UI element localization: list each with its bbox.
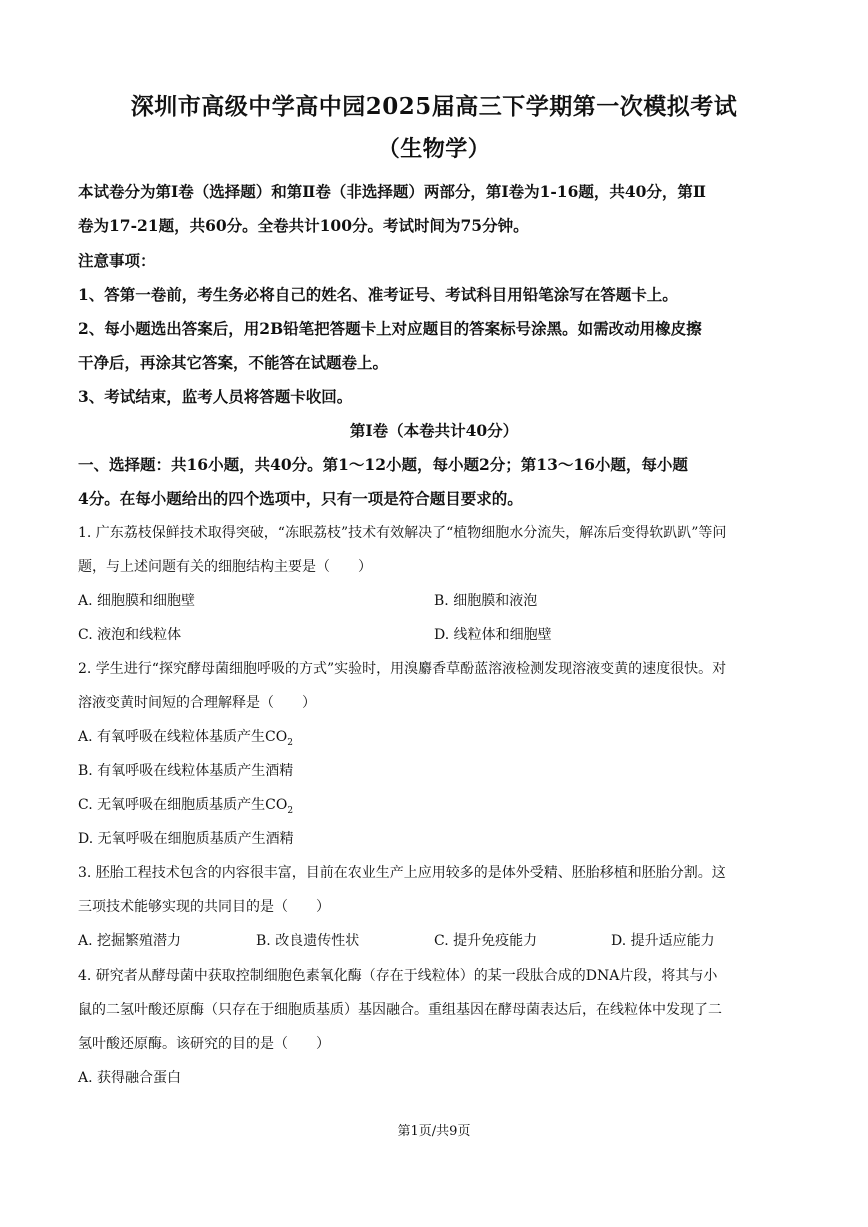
question-1-option-d: D. 线粒体和细胞壁	[434, 627, 552, 643]
question-3-option-c: C. 提升免疫能力	[434, 933, 538, 949]
question-3-stem-line-2: 三项技术能够实现的共同目的是（ ）	[78, 899, 330, 915]
intro-line-2: 卷为17-21题，共60分。全卷共计100分。考试时间为75分钟。	[78, 216, 529, 235]
question-1-stem-line-1: 1. 广东荔枝保鲜技术取得突破，“冻眠荔枝”技术有效解决了“植物细胞水分流失，解冻后变得软趴趴”等问	[78, 525, 727, 541]
question-1-option-c: C. 液泡和线粒体	[78, 627, 182, 643]
note-item-2-line-1: 2、每小题选出答案后，用2B铅笔把答题卡上对应题目的答案标号涂黑。如需改动用橡皮擦	[78, 319, 702, 338]
question-3-stem-line-1: 3. 胚胎工程技术包含的内容很丰富，目前在农业生产上应用较多的是体外受精、胚胎移植和胚胎分割。这	[78, 865, 726, 881]
question-4-option-a: A. 获得融合蛋白	[78, 1070, 182, 1086]
exam-title: 深圳市高级中学高中园2025届高三下学期第一次模拟考试	[130, 93, 738, 120]
question-3-option-d: D. 提升适应能力	[611, 933, 715, 949]
exam-subject: （生物学）	[377, 136, 491, 162]
note-item-3: 3、考试结束，监考人员将答题卡收回。	[78, 387, 353, 406]
question-3-option-a: A. 挖掘繁殖潜力	[78, 933, 182, 949]
section-heading: 第Ⅰ卷（本卷共计40分）	[349, 421, 519, 440]
question-4-stem-line-3: 氢叶酸还原酶。该研究的目的是（ ）	[78, 1036, 330, 1052]
question-4-stem-line-1: 4. 研究者从酵母菌中获取控制细胞色素氧化酶（存在于线粒体）的某一段肽合成的DNA片段，将其与小	[78, 968, 718, 984]
question-2-option-d: D. 无氧呼吸在细胞质基质产生酒精	[78, 831, 294, 847]
question-1-option-a: A. 细胞膜和细胞壁	[78, 593, 196, 609]
question-4-stem-line-2: 鼠的二氢叶酸还原酶（只存在于细胞质基质）基因融合。重组基因在酵母菌表达后，在线粒体中发现了二	[78, 1002, 722, 1018]
question-2-stem-line-1: 2. 学生进行“探究酵母菌细胞呼吸的方式”实验时，用溴麝香草酚蓝溶液检测发现溶液变黄的速度很快。对	[78, 661, 727, 677]
question-3-option-b: B. 改良遗传性状	[256, 933, 360, 949]
question-2-option-a-text: A. 有氧呼吸在线粒体基质产生CO	[78, 729, 288, 745]
question-1-option-b: B. 细胞膜和液泡	[434, 593, 538, 609]
intro-line-1: 本试卷分为第Ⅰ卷（选择题）和第Ⅱ卷（非选择题）两部分，第Ⅰ卷为1-16题，共40分，第Ⅱ	[78, 182, 706, 201]
subscript-2: 2	[287, 805, 294, 816]
notes-heading: 注意事项：	[78, 251, 156, 270]
subscript-2: 2	[287, 737, 293, 748]
question-2-option-a	[78, 726, 293, 748]
section-instructions-line-2: 4分。在每小题给出的四个选项中，只有一项是符合题目要求的。	[78, 489, 523, 508]
question-2-option-c-text: C. 无氧呼吸在细胞质基质产生CO	[78, 797, 288, 813]
question-2-option-c	[78, 794, 293, 816]
note-item-2-line-2: 干净后，再涂其它答案，不能答在试题卷上。	[78, 353, 389, 372]
note-item-1: 1、答第一卷前，考生务必将自己的姓名、准考证号、考试科目用铅笔涂写在答题卡上。	[78, 285, 678, 304]
section-instructions-line-1: 一、选择题：共16小题，共40分。第1～12小题，每小题2分；第13～16小题，每小题	[78, 455, 688, 474]
page-footer: 第1页/共9页	[397, 1124, 471, 1139]
question-2-option-b: B. 有氧呼吸在线粒体基质产生酒精	[78, 763, 294, 779]
question-1-stem-line-2: 题，与上述问题有关的细胞结构主要是（ ）	[78, 559, 372, 575]
question-2-stem-line-2: 溶液变黄时间短的合理解释是（ ）	[78, 695, 316, 711]
